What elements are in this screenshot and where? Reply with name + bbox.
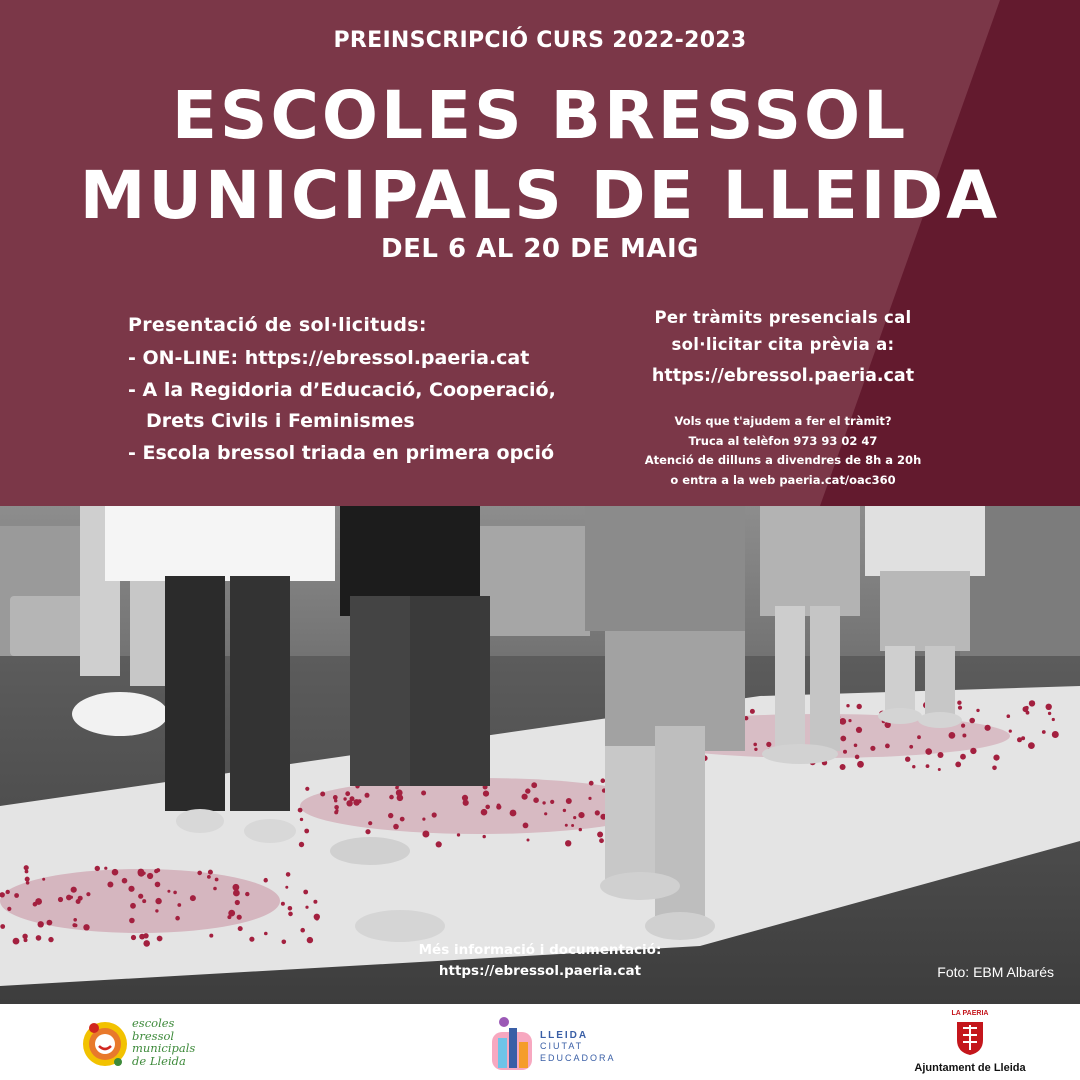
pomegranate-seed bbox=[83, 924, 89, 930]
pomegranate-seed bbox=[969, 718, 975, 724]
pomegranate-seed bbox=[525, 788, 530, 793]
pomegranate-seed bbox=[579, 828, 582, 831]
pomegranate-seed bbox=[237, 915, 242, 920]
pomegranate-seed bbox=[1007, 714, 1011, 718]
pomegranate-seed bbox=[86, 892, 90, 896]
pomegranate-seed bbox=[288, 912, 293, 917]
pomegranate-seed bbox=[173, 891, 177, 895]
pomegranate-seed bbox=[550, 800, 554, 804]
pomegranate-seed bbox=[992, 766, 997, 771]
help-phone: Truca al telèfon 973 93 02 47 bbox=[688, 433, 878, 448]
pomegranate-seed bbox=[245, 892, 249, 896]
pomegranate-seed bbox=[961, 724, 965, 728]
pomegranate-seed bbox=[840, 736, 846, 742]
pomegranate-seed bbox=[298, 808, 303, 813]
pomegranate-seed bbox=[299, 842, 304, 847]
pomegranate-seed bbox=[597, 832, 603, 838]
pomegranate-seed bbox=[300, 928, 305, 933]
pomegranate-seed bbox=[753, 743, 757, 747]
pomegranate-seed bbox=[0, 924, 5, 929]
pomegranate-seed bbox=[209, 934, 213, 938]
pomegranate-seed bbox=[155, 909, 158, 912]
date-range: DEL 6 AL 20 DE MAIG bbox=[381, 234, 699, 264]
pomegranate-seed bbox=[155, 898, 161, 904]
pomegranate-seed bbox=[25, 870, 29, 874]
pomegranate-seed bbox=[300, 818, 303, 821]
pomegranate-seed bbox=[1042, 730, 1046, 734]
pomegranate-seed bbox=[400, 817, 405, 822]
pomegranate-seed bbox=[33, 902, 38, 907]
pomegranate-seed bbox=[854, 744, 858, 748]
application-info bbox=[128, 314, 598, 469]
pomegranate-seed bbox=[754, 748, 757, 751]
help-web: o entra a la web paeria.cat/oac360 bbox=[670, 472, 896, 487]
help-block bbox=[618, 412, 948, 490]
pomegranate-seed bbox=[157, 936, 163, 942]
pomegranate-seed bbox=[155, 882, 161, 888]
photo-children-painting-with-feet bbox=[0, 506, 1080, 1004]
pomegranate-seed bbox=[350, 796, 355, 801]
header-banner bbox=[0, 0, 1080, 506]
pomegranate-seed bbox=[855, 755, 860, 760]
pomegranate-seed bbox=[14, 893, 19, 898]
pomegranate-seed bbox=[463, 800, 469, 806]
pomegranate-seed bbox=[578, 812, 584, 818]
pomegranate-seed bbox=[282, 940, 287, 945]
pomegranate-seed bbox=[527, 839, 530, 842]
pomegranate-seed bbox=[958, 706, 962, 710]
pomegranate-seed bbox=[846, 704, 849, 707]
pomegranate-seed bbox=[24, 938, 28, 942]
pomegranate-seed bbox=[343, 797, 346, 800]
pomegranate-seed bbox=[72, 923, 76, 927]
pomegranate-seed bbox=[496, 804, 501, 809]
pomegranate-seed bbox=[1029, 700, 1035, 706]
more-info-label: Més informació i documentació: bbox=[418, 942, 662, 958]
pomegranate-seed bbox=[970, 748, 976, 754]
pomegranate-seed bbox=[25, 877, 30, 882]
pomegranate-seed bbox=[264, 932, 268, 936]
pomegranate-seed bbox=[571, 824, 574, 827]
pomegranate-seed bbox=[389, 795, 394, 800]
pomegranate-seed bbox=[303, 890, 308, 895]
pomegranate-seed bbox=[1048, 712, 1051, 715]
lleida-word: LLEIDA bbox=[540, 1030, 589, 1041]
pomegranate-seed bbox=[599, 838, 604, 843]
pomegranate-seed bbox=[993, 755, 999, 761]
pomegranate-seed bbox=[925, 748, 932, 755]
pomegranate-seed bbox=[955, 762, 961, 768]
pomegranate-seed bbox=[238, 926, 243, 931]
pomegranate-seed bbox=[1028, 742, 1035, 749]
pomegranate-seed bbox=[857, 704, 862, 709]
pomegranate-seed bbox=[249, 937, 254, 942]
ajuntament-lleida-logo bbox=[900, 1010, 1040, 1076]
pomegranate-seed bbox=[167, 890, 170, 893]
pomegranate-seed bbox=[589, 781, 594, 786]
pomegranate-seed bbox=[335, 809, 338, 812]
pomegranate-seed bbox=[175, 916, 180, 921]
lleida-ciutat-educadora-logo bbox=[488, 1012, 628, 1074]
pomegranate-seed bbox=[917, 735, 921, 739]
pomegranate-seed bbox=[432, 812, 437, 817]
applications-heading: Presentació de sol·licituds: bbox=[128, 314, 427, 336]
ciutat-word: CIUTAT bbox=[540, 1041, 584, 1051]
pomegranate-seed bbox=[264, 878, 268, 882]
pomegranate-seed bbox=[365, 829, 370, 834]
pomegranate-seed bbox=[510, 810, 517, 817]
escoles-word: escoles bbox=[132, 1016, 175, 1030]
pomegranate-seed bbox=[422, 831, 429, 838]
pomegranate-seed bbox=[938, 752, 944, 758]
pomegranate-seed bbox=[985, 725, 991, 731]
pomegranate-seed bbox=[365, 793, 370, 798]
pomegranate-seed bbox=[840, 764, 846, 770]
escoles-logo-wordmark bbox=[132, 1017, 222, 1067]
pomegranate-seed bbox=[307, 937, 313, 943]
pomegranate-seed bbox=[285, 886, 288, 889]
pomegranate-seed bbox=[6, 890, 10, 894]
footer-logos bbox=[0, 1004, 1080, 1080]
photo-illustration bbox=[0, 506, 1080, 1004]
pomegranate-seed bbox=[457, 833, 460, 836]
pomegranate-seed bbox=[70, 896, 73, 899]
pomegranate-seed bbox=[436, 841, 442, 847]
pomegranate-seed bbox=[481, 809, 488, 816]
sun-flower-icon bbox=[80, 1016, 130, 1072]
pomegranate-seed bbox=[190, 895, 196, 901]
pomegranate-seed bbox=[95, 866, 100, 871]
pomegranate-seed bbox=[905, 757, 910, 762]
pomegranate-seed bbox=[522, 794, 528, 800]
pomegranate-seed bbox=[334, 799, 337, 802]
la-paeria-label: LA PAERIA bbox=[951, 1010, 989, 1017]
application-school-line: - Escola bressol triada en primera opció bbox=[128, 441, 555, 464]
pomegranate-seed bbox=[207, 875, 211, 879]
application-online-line: - ON-LINE: https://ebressol.paeria.cat bbox=[128, 347, 530, 369]
pomegranate-seed bbox=[305, 787, 309, 791]
pomegranate-seed bbox=[957, 701, 961, 705]
application-regidoria-line-cont: Drets Civils i Feminismes bbox=[146, 410, 415, 432]
pomegranate-seed bbox=[843, 750, 847, 754]
pomegranate-seed bbox=[13, 938, 20, 945]
pomegranate-seed bbox=[48, 937, 53, 942]
pomegranate-seed bbox=[531, 782, 537, 788]
pomegranate-seed bbox=[36, 935, 42, 941]
pomegranate-seed bbox=[750, 709, 755, 714]
pomegranate-seed bbox=[483, 791, 489, 797]
pomegranate-seed bbox=[588, 797, 591, 800]
pomegranate-seed bbox=[926, 764, 930, 768]
appointment-line-2: sol·licitar cita prèvia a: bbox=[671, 335, 895, 354]
pomegranate-seed bbox=[315, 917, 319, 921]
pomegranate-seed bbox=[143, 940, 150, 947]
appointment-url[interactable]: https://ebressol.paeria.cat bbox=[651, 366, 915, 386]
pomegranate-seed bbox=[483, 835, 486, 838]
appointment-info bbox=[618, 304, 948, 490]
pomegranate-seed bbox=[26, 881, 30, 885]
help-question: Vols que t'ajudem a fer el tràmit? bbox=[674, 414, 892, 428]
pomegranate-seed bbox=[523, 823, 529, 829]
pomegranate-seed bbox=[138, 869, 145, 876]
lleida-city-icon bbox=[490, 1014, 534, 1072]
pomegranate-seed bbox=[397, 795, 404, 802]
pomegranate-seed bbox=[544, 812, 547, 815]
pomegranate-seed bbox=[1009, 730, 1012, 733]
pomegranate-seed bbox=[58, 897, 63, 902]
pomegranate-seed bbox=[208, 870, 213, 875]
pomegranate-seed bbox=[24, 865, 29, 870]
pomegranate-seed bbox=[949, 732, 956, 739]
pomegranate-seed bbox=[857, 761, 864, 768]
pomegranate-seed bbox=[976, 709, 979, 712]
pomegranate-seed bbox=[142, 899, 146, 903]
pomegranate-seed bbox=[395, 786, 399, 790]
pomegranate-seed bbox=[177, 903, 181, 907]
pomegranate-seed bbox=[78, 896, 83, 901]
pomegranate-seed bbox=[358, 799, 362, 803]
pomegranate-seed bbox=[885, 744, 890, 749]
pomegranate-seed bbox=[595, 810, 600, 815]
more-info-url[interactable]: https://ebressol.paeria.cat bbox=[438, 963, 642, 979]
pomegranate-seed bbox=[147, 873, 153, 879]
pomegranate-seed bbox=[215, 878, 219, 882]
pomegranate-seed bbox=[393, 824, 399, 830]
pomegranate-seed bbox=[766, 742, 771, 747]
pomegranate-seed bbox=[960, 754, 966, 760]
pomegranate-seed bbox=[542, 801, 545, 804]
pomegranate-seed bbox=[839, 718, 846, 725]
photo-credit: Foto: EBM Albarés bbox=[937, 964, 1054, 980]
pomegranate-seed bbox=[112, 869, 119, 876]
pomegranate-seed bbox=[334, 805, 339, 810]
pomegranate-seed bbox=[912, 765, 915, 768]
more-info bbox=[340, 940, 740, 982]
pomegranate-seed bbox=[42, 878, 45, 881]
pomegranate-seed bbox=[565, 840, 571, 846]
pomegranate-seed bbox=[345, 791, 350, 796]
pomegranate-seed bbox=[73, 918, 77, 922]
pomegranate-seed bbox=[286, 872, 291, 877]
pomegranate-seed bbox=[962, 734, 966, 738]
pomegranate-seed bbox=[107, 882, 113, 888]
pomegranate-seed bbox=[533, 797, 539, 803]
pomegranate-seed bbox=[566, 798, 572, 804]
pomegranate-seed bbox=[47, 920, 53, 926]
escoles-bressol-logo bbox=[80, 1012, 220, 1074]
pomegranate-seed bbox=[131, 935, 136, 940]
application-regidoria-line: - A la Regidoria d’Educació, Cooperació, bbox=[128, 378, 556, 401]
bressol-word: bressol bbox=[132, 1028, 175, 1043]
pomegranate-seed bbox=[421, 791, 426, 796]
pomegranate-seed bbox=[422, 818, 425, 821]
pomegranate-seed bbox=[281, 902, 285, 906]
pomegranate-seed bbox=[563, 809, 566, 812]
pomegranate-seed bbox=[305, 906, 308, 909]
pomegranate-seed bbox=[7, 907, 11, 911]
pomegranate-seed bbox=[856, 727, 862, 733]
pomegranate-seed bbox=[565, 824, 568, 827]
pomegranate-seed bbox=[139, 934, 145, 940]
pomegranate-seed bbox=[1017, 737, 1022, 742]
appointment-line-1: Per tràmits presencials cal bbox=[654, 308, 912, 327]
pomegranate-seed bbox=[71, 887, 77, 893]
pomegranate-seed bbox=[368, 821, 372, 825]
pomegranate-seed bbox=[388, 813, 393, 818]
pomegranate-seed bbox=[228, 910, 235, 917]
pomegranate-seed bbox=[1023, 706, 1029, 712]
pomegranate-seed bbox=[848, 719, 851, 722]
lleida-logo-text bbox=[540, 1030, 616, 1064]
pomegranate-seed bbox=[288, 906, 293, 911]
pomegranate-seed bbox=[128, 886, 134, 892]
pomegranate-seed bbox=[320, 792, 325, 797]
pomegranate-seed bbox=[235, 900, 240, 905]
pomegranate-seed bbox=[1052, 731, 1059, 738]
pomegranate-seed bbox=[197, 871, 202, 876]
pomegranate-seed bbox=[130, 903, 136, 909]
pomegranate-seed bbox=[104, 867, 107, 870]
pomegranate-seed bbox=[304, 829, 309, 834]
pomegranate-seed bbox=[154, 869, 158, 873]
educadora-word: EDUCADORA bbox=[540, 1052, 616, 1063]
pomegranate-seed bbox=[1052, 718, 1055, 721]
pomegranate-seed bbox=[1046, 704, 1052, 710]
pomegranate-seed bbox=[573, 816, 576, 819]
municipals-word: municipals bbox=[132, 1041, 196, 1055]
main-title-line-1: ESCOLES BRESSOL bbox=[171, 77, 909, 154]
main-title-line-2: MUNICIPALS DE LLEIDA bbox=[79, 157, 1001, 234]
adult-sneaker bbox=[72, 692, 168, 736]
pomegranate-seed bbox=[129, 918, 135, 924]
pomegranate-seed bbox=[909, 745, 913, 749]
pomegranate-seed bbox=[213, 887, 217, 891]
help-hours: Atenció de dilluns a divendres de 8h a 20h bbox=[644, 453, 922, 467]
pomegranate-seed bbox=[601, 778, 606, 783]
pomegranate-seed bbox=[38, 921, 44, 927]
pomegranate-seed bbox=[870, 746, 875, 751]
pomegranate-seed bbox=[122, 878, 128, 884]
coat-of-arms-icon bbox=[955, 1020, 985, 1056]
preinscription-label: PREINSCRIPCIÓ CURS 2022-2023 bbox=[333, 28, 747, 53]
pomegranate-seed bbox=[313, 900, 317, 904]
pomegranate-seed bbox=[485, 805, 490, 810]
de-lleida-word: de Lleida bbox=[132, 1053, 186, 1068]
pomegranate-seed bbox=[233, 890, 240, 897]
ajuntament-name: Ajuntament de Lleida bbox=[914, 1062, 1026, 1074]
pomegranate-seed bbox=[938, 768, 941, 771]
pomegranate-seed bbox=[138, 894, 143, 899]
